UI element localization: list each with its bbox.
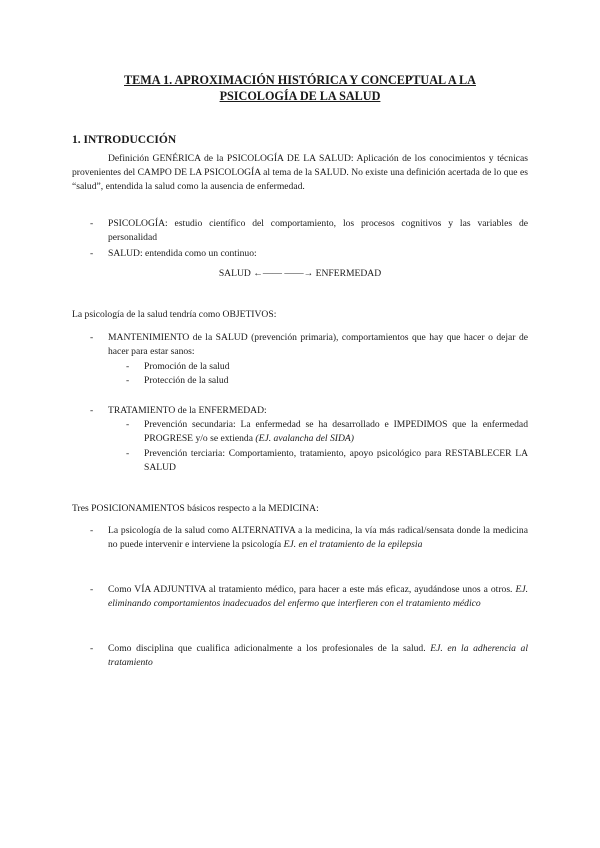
salud-enfermedad-continuum: SALUD ←—— ——→ ENFERMEDAD xyxy=(218,268,382,279)
objectives-intro: La psicología de la salud tendría como OBJETIVOS: xyxy=(72,309,277,320)
position-via-adjuntiva xyxy=(108,583,528,611)
bullet-dash: - xyxy=(90,332,94,343)
position-disciplina xyxy=(108,642,528,670)
prevencion-secundaria-text: Prevención secundaria: La enfermedad se ha desarrollado e IMPEDIMOS que la enfermedad PROGRESE y/o se extienda xyxy=(144,419,528,444)
section-heading-introduccion: 1. INTRODUCCIÓN xyxy=(72,134,177,146)
position-disciplina-text: Como disciplina que cualifica adicionalmente a los profesionales de la salud. xyxy=(108,643,426,654)
bullet-dash: - xyxy=(90,584,94,595)
sub-bullet-dash: - xyxy=(126,361,130,372)
bullet-dash: - xyxy=(90,405,94,416)
sub-bullet-dash: - xyxy=(126,448,130,459)
sub-item-prevencion-secundaria xyxy=(144,418,528,446)
positions-intro: Tres POSICIONAMIENTOS básicos respecto a la MEDICINA: xyxy=(72,503,319,514)
bullet-dash: - xyxy=(90,525,94,536)
position-disciplina-example: EJ. en la adherencia al tratamiento xyxy=(108,643,528,668)
position-via-adjuntiva-example: EJ. eliminando comportamientos inadecuados del enfermo que interfieren con el tratamiento médico xyxy=(108,584,528,609)
sub-bullet-dash: - xyxy=(126,419,130,430)
document-title xyxy=(72,72,528,104)
bullet-dash: - xyxy=(90,248,94,259)
objective-tratamiento: TRATAMIENTO de la ENFERMEDAD: xyxy=(108,405,267,416)
sub-item-promocion: Promoción de la salud xyxy=(144,361,230,372)
sub-item-prevencion-terciaria: Prevención terciaria: Comportamiento, tratamiento, apoyo psicológico para RESTABLECER LA SALUD xyxy=(144,448,528,473)
title-line-1: TEMA 1. APROXIMACIÓN HISTÓRICA Y CONCEPTUAL A LA xyxy=(124,73,476,87)
position-alternativa-text: La psicología de la salud como ALTERNATIVA a la medicina, la vía más radical/sensata donde la medicina no puede intervenir e interviene la psicología xyxy=(108,525,528,550)
sub-item-proteccion: Protección de la salud xyxy=(144,375,229,386)
sub-bullet-dash: - xyxy=(126,375,130,386)
prevencion-secundaria-example: (EJ. avalancha del SIDA) xyxy=(255,432,354,444)
bullet-dash: - xyxy=(90,643,94,654)
bullet-dash: - xyxy=(90,218,94,229)
bullet-psicologia: PSICOLOGÍA: estudio científico del comportamiento, los procesos cognitivos y las variables de personalidad xyxy=(108,218,528,243)
bullet-salud: SALUD: entendida como un continuo: xyxy=(108,248,257,259)
definition-paragraph: Definición GENÉRICA de la PSICOLOGÍA DE LA SALUD: Aplicación de los conocimientos y técnicas provenientes del CAMPO DE LA PSICOLOGÍA al tema de la SALUD. No existe una definición acertada de lo que es “salud”, entendida la salud como la ausencia de enfermedad. xyxy=(72,153,528,192)
objective-mantenimiento: MANTENIMIENTO de la SALUD (prevención primaria), comportamientos que hay que hacer o dejar de hacer para estar sanos: xyxy=(108,332,528,357)
position-alternativa-example: EJ. en el tratamiento de la epilepsia xyxy=(283,538,423,550)
title-line-2: PSICOLOGÍA DE LA SALUD xyxy=(219,89,381,103)
position-alternativa xyxy=(108,524,528,552)
position-via-adjuntiva-text: Como VÍA ADJUNTIVA al tratamiento médico, para hacer a este más eficaz, ayudándose unos a otros. xyxy=(108,584,513,595)
